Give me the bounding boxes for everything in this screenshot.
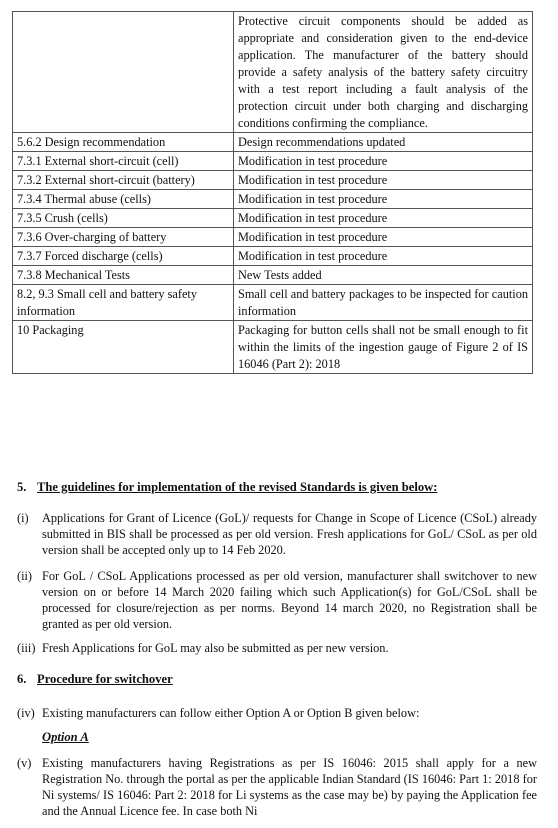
section-number: 5. (17, 480, 27, 494)
clause-cell: 5.6.2 Design recommendation (13, 133, 234, 152)
clause-cell: 7.3.8 Mechanical Tests (13, 266, 234, 285)
clause-cell: 7.3.1 External short-circuit (cell) (13, 152, 234, 171)
list-item (17, 755, 537, 819)
table-row (13, 247, 533, 266)
item-marker: (iii) (17, 641, 36, 655)
clause-cell: 7.3.7 Forced discharge (cells) (13, 247, 234, 266)
change-cell: New Tests added (234, 266, 533, 285)
list-item (17, 510, 537, 558)
item-text: Existing manufacturers having Registrations as per IS 16046: 2015 shall apply for a new Registration No. through the portal as per the applicable Indian Standard (IS 16046: Part 1: 2018 for Ni systems/ IS 16046: Part 2: 2018 for Li systems as the case may be) by paying the Application fee and the Annual Licence fee. In case both Ni (42, 756, 537, 818)
item-text: For GoL / CSoL Applications processed as per old version, manufacturer shall switchover to new version on or before 14 March 2020 failing which such Application(s) for GoL/CSoL shall be processed for closure/rejection as per norms. Beyond 14 march 2020, no Registration shall be granted as per old version. (42, 569, 537, 631)
table-row (13, 209, 533, 228)
table-row (13, 266, 533, 285)
section-number: 6. (17, 672, 27, 686)
change-cell: Protective circuit components should be added as appropriate and consideration given to the end-device application. The manufacturer of the battery should provide a safety analysis of the battery safety circuitry with a test report including a fault analysis of the protection circuit under both charging and discharging conditions confirming the compliance. (234, 12, 533, 133)
list-item (17, 705, 537, 721)
change-cell: Modification in test procedure (234, 228, 533, 247)
section-5-heading (17, 480, 437, 495)
list-item (17, 640, 537, 656)
clause-cell: 10 Packaging (13, 321, 234, 374)
item-marker: (ii) (17, 569, 33, 583)
clause-cell: 7.3.6 Over-charging of battery (13, 228, 234, 247)
change-cell: Modification in test procedure (234, 190, 533, 209)
table-row (13, 12, 533, 133)
table-row (13, 133, 533, 152)
list-item (17, 568, 537, 632)
item-marker: (i) (17, 511, 29, 525)
item-text: Existing manufacturers can follow either Option A or Option B given below: (42, 706, 420, 720)
table-row (13, 171, 533, 190)
clause-cell: 7.3.2 External short-circuit (battery) (13, 171, 234, 190)
change-cell: Design recommendations updated (234, 133, 533, 152)
item-marker: (iv) (17, 706, 35, 720)
section-6-heading (17, 672, 173, 687)
table-row (13, 321, 533, 374)
item-marker: (v) (17, 756, 32, 770)
item-text: Applications for Grant of Licence (GoL)/ requests for Change in Scope of Licence (CSoL) already submitted in BIS shall be processed as per old version. Fresh applications for GoL/ CSoL as per old version shall be accepted only up to 14 Feb 2020. (42, 511, 537, 557)
option-a-heading: Option A (42, 730, 89, 744)
change-cell: Packaging for button cells shall not be small enough to fit within the limits of the ingestion gauge of Figure 2 of IS 16046 (Part 2): 2018 (234, 321, 533, 374)
section-title: The guidelines for implementation of the revised Standards is given below: (37, 480, 438, 494)
clause-cell: 7.3.4 Thermal abuse (cells) (13, 190, 234, 209)
table-row (13, 152, 533, 171)
table-row (13, 190, 533, 209)
item-text: Fresh Applications for GoL may also be submitted as per new version. (42, 641, 389, 655)
table-row (13, 228, 533, 247)
change-cell: Modification in test procedure (234, 247, 533, 266)
clause-cell (13, 12, 234, 133)
clause-cell: 8.2, 9.3 Small cell and battery safety information (13, 285, 234, 321)
change-cell: Modification in test procedure (234, 152, 533, 171)
table-row (13, 285, 533, 321)
change-cell: Small cell and battery packages to be inspected for caution information (234, 285, 533, 321)
change-cell: Modification in test procedure (234, 171, 533, 190)
section-title: Procedure for switchover (37, 672, 173, 686)
changes-table (12, 11, 533, 374)
clause-cell: 7.3.5 Crush (cells) (13, 209, 234, 228)
change-cell: Modification in test procedure (234, 209, 533, 228)
